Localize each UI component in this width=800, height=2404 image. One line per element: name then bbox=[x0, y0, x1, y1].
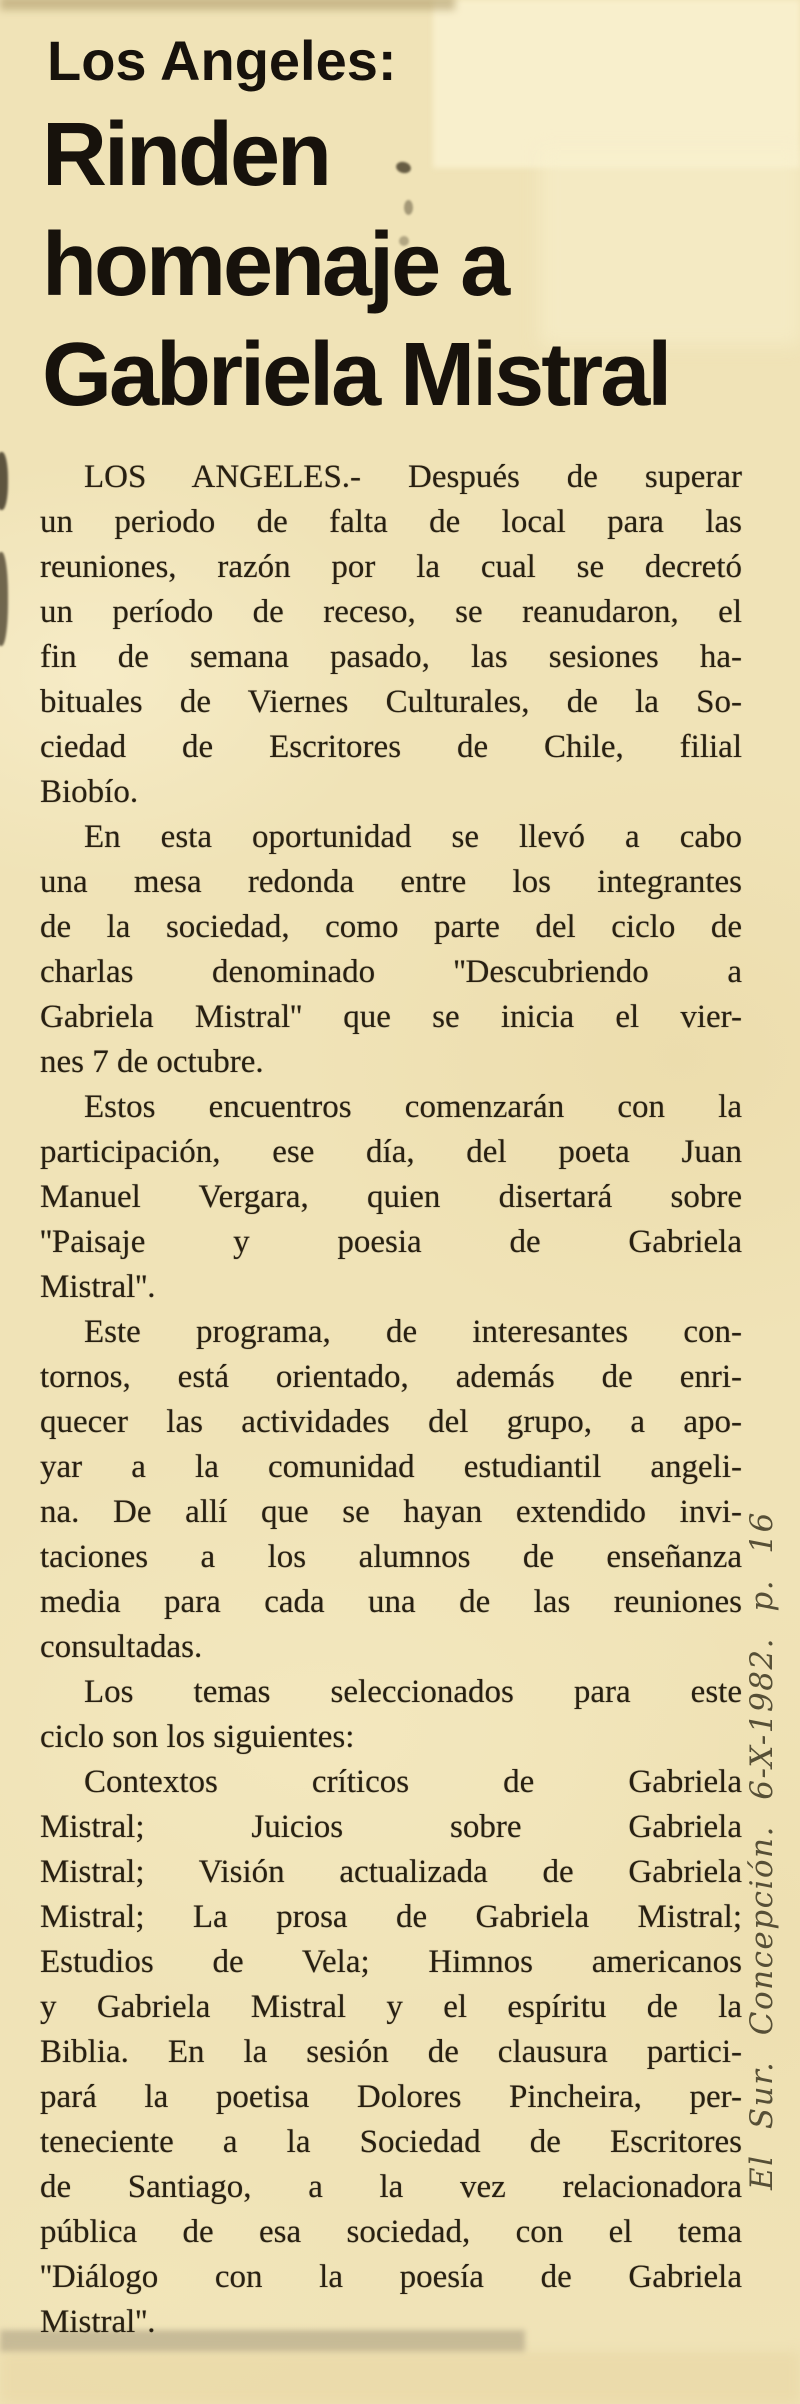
body-line: Mistral''. bbox=[40, 2304, 156, 2340]
edge-ink-smudge bbox=[0, 452, 8, 510]
body-line: un período de receso, se reanudaron, el bbox=[40, 594, 742, 630]
paragraph bbox=[40, 455, 742, 815]
body-line: de la sociedad, como parte del ciclo de bbox=[40, 909, 742, 945]
paper-bottom-shade bbox=[0, 2352, 800, 2404]
body-line: Mistral; Juicios sobre Gabriela bbox=[40, 1809, 742, 1845]
body-line: Este programa, de interesantes con- bbox=[84, 1314, 742, 1350]
body-line: En esta oportunidad se llevó a cabo bbox=[84, 819, 742, 855]
body-line: yar a la comunidad estudiantil angeli- bbox=[40, 1449, 742, 1485]
paragraph bbox=[40, 1085, 742, 1310]
headline-line: Gabriela Mistral bbox=[42, 325, 670, 425]
paragraph bbox=[40, 1670, 742, 1760]
body-line: de Santiago, a la vez relacionadora bbox=[40, 2169, 742, 2205]
body-line: Manuel Vergara, quien disertará sobre bbox=[40, 1179, 742, 1215]
headline bbox=[42, 100, 762, 430]
body-line: tornos, está orientado, además de enri- bbox=[40, 1359, 742, 1395]
body-line: pública de esa sociedad, con el tema bbox=[40, 2214, 742, 2250]
handwritten-margin-note: El Sur. Concepción. 6-X-1982. p. 16 bbox=[744, 1511, 780, 2190]
kicker: Los Angeles: bbox=[47, 29, 397, 92]
paragraph bbox=[40, 1310, 742, 1670]
body-line: bituales de Viernes Culturales, de la So- bbox=[40, 684, 742, 720]
body-line: quecer las actividades del grupo, a apo- bbox=[40, 1404, 742, 1440]
body-line: ''Paisaje y poesia de Gabriela bbox=[40, 1224, 742, 1260]
body-line: teneciente a la Sociedad de Escritores bbox=[40, 2124, 742, 2160]
body-line: LOS ANGELES.- Después de superar bbox=[84, 459, 742, 495]
edge-ink-smudge bbox=[0, 552, 8, 646]
body-line: Biobío. bbox=[40, 774, 139, 810]
body-line: reuniones, razón por la cual se decretó bbox=[40, 549, 742, 585]
body-line: y Gabriela Mistral y el espíritu de la bbox=[40, 1989, 742, 2025]
body-line: media para cada una de las reuniones bbox=[40, 1584, 742, 1620]
body-line: taciones a los alumnos de enseñanza bbox=[40, 1539, 742, 1575]
body-line: Estudios de Vela; Himnos americanos bbox=[40, 1944, 742, 1980]
body-line: Mistral; La prosa de Gabriela Mistral; bbox=[40, 1899, 742, 1935]
body-line: Mistral''. bbox=[40, 1269, 156, 1305]
paragraph bbox=[40, 815, 742, 1085]
body-line: charlas denominado ''Descubriendo a bbox=[40, 954, 742, 990]
headline-line: Rinden bbox=[42, 105, 329, 205]
body-line: participación, ese día, del poeta Juan bbox=[40, 1134, 742, 1170]
body-line: Estos encuentros comenzarán con la bbox=[84, 1089, 742, 1125]
body-line: consultadas. bbox=[40, 1629, 203, 1665]
body-line: na. De allí que se hayan extendido invi- bbox=[40, 1494, 742, 1530]
body-line: pará la poetisa Dolores Pincheira, per- bbox=[40, 2079, 742, 2115]
body-line: Mistral; Visión actualizada de Gabriela bbox=[40, 1854, 742, 1890]
body-line: una mesa redonda entre los integrantes bbox=[40, 864, 742, 900]
body-line: nes 7 de octubre. bbox=[40, 1044, 264, 1080]
paragraph bbox=[40, 1760, 742, 2345]
headline-line: homenaje a bbox=[42, 215, 508, 315]
body-line: fin de semana pasado, las sesiones ha- bbox=[40, 639, 742, 675]
body-line: Gabriela Mistral'' que se inicia el vier- bbox=[40, 999, 742, 1035]
body-line: Los temas seleccionados para este bbox=[84, 1674, 742, 1710]
body-line: ''Diálogo con la poesía de Gabriela bbox=[40, 2259, 742, 2295]
body-line: Contextos críticos de Gabriela bbox=[84, 1764, 742, 1800]
body-line: ciclo son los siguientes: bbox=[40, 1719, 355, 1755]
article-body bbox=[40, 455, 742, 2345]
clipping-top-edge bbox=[0, 0, 455, 10]
body-line: ciedad de Escritores de Chile, filial bbox=[40, 729, 742, 765]
body-line: un periodo de falta de local para las bbox=[40, 504, 742, 540]
body-line: Biblia. En la sesión de clausura partici- bbox=[40, 2034, 742, 2070]
